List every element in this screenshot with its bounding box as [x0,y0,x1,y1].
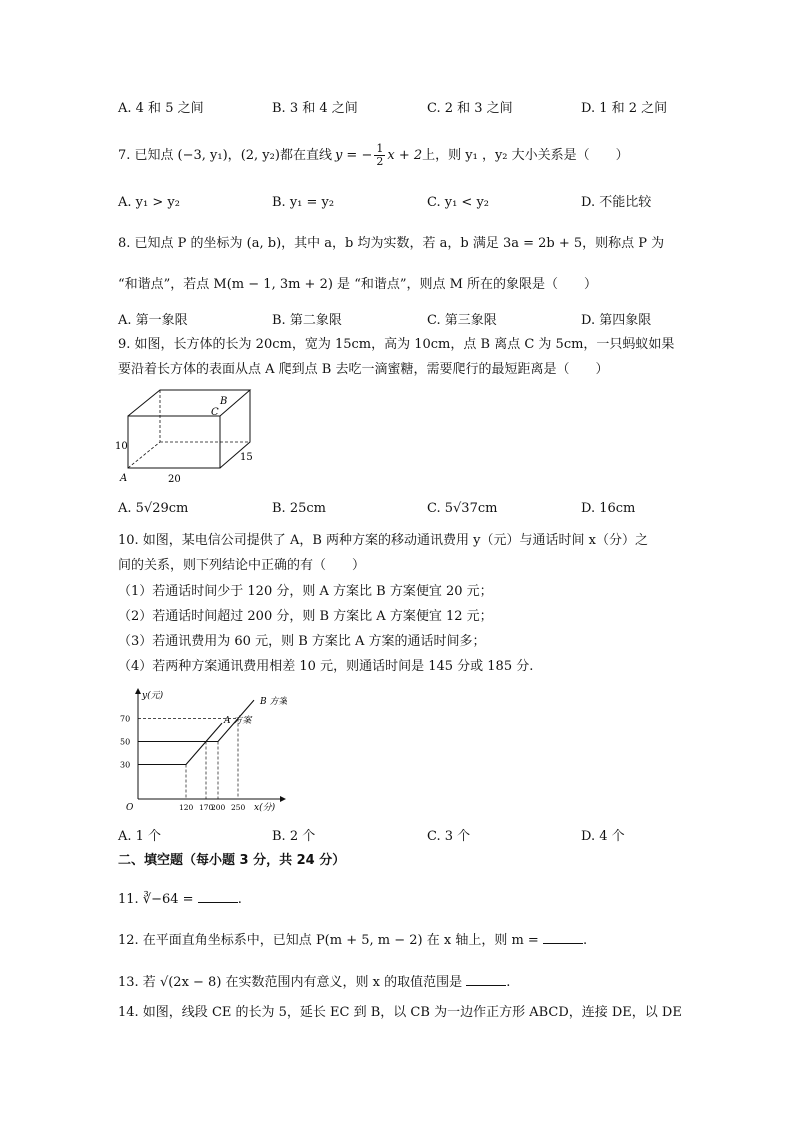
q7-suffix: 上，则 y₁ ，y₂ 大小关系是（ ） [422,147,629,163]
q7-option-c: C. y₁ < y₂ [427,195,490,210]
q8-line-2: “和谐点”，若点 M(m − 1, 3m + 2) 是 “和谐点”，则点 M 所在的象限是（ ） [118,277,598,292]
q10-option-d: D. 4 个 [581,829,625,844]
q13-end: . [506,975,511,990]
x-tick-label: 120 [179,803,194,812]
q10-item-4: （4）若两种方案通讯费用相差 10 元，则通话时间是 145 分或 185 分. [118,659,534,674]
series-label-a: A 方案 [224,716,252,727]
q10-option-b: B. 2 个 [272,829,316,844]
q12-end: . [582,933,588,948]
q9-option-a: A. 5√29cm [118,501,189,516]
cuboid-hidden-depth [128,442,160,468]
q11-answer-blank[interactable] [198,888,238,903]
y-axis-label: y(元) [142,691,164,701]
q7-equation-tail: x + 2 [387,147,423,163]
q7-option-b: B. y₁ = y₂ [272,195,335,210]
q7-prefix: 7. 已知点 [118,147,174,163]
q10-line-2: 间的关系，则下列结论中正确的有（ ） [118,558,366,573]
origin-label: O [126,803,134,813]
cuboid-dim-width: 15 [240,452,253,463]
q7-option-a: A. y₁ > y₂ [118,195,180,210]
q11-stem [118,888,242,909]
q13-answer-blank[interactable] [466,971,506,986]
q7-stem [118,143,629,168]
q7-frac-den: 2 [376,155,384,168]
q9-line-1: 9. 如图，长方体的长为 20cm，宽为 15cm，高为 10cm，点 B 离点 C 为 5cm，一只蚂蚁如果 [118,337,675,352]
y-tick-label: 50 [120,737,131,747]
series-line-b [138,700,254,741]
y-axis-arrow [135,688,141,694]
cuboid-label-b: B [220,396,228,407]
q7-point-2: (2, y₂) [240,147,280,163]
x-tick-label: 170 [199,803,214,812]
q9-cuboid-figure [112,384,272,489]
x-axis-arrow [280,796,286,802]
q13-text: 13. 若 √(2x − 8) 在实数范围内有意义，则 x 的取值范围是 [118,975,463,990]
q9-option-b: B. 25cm [272,501,326,516]
q9-option-c: C. 5√37cm [427,501,498,516]
cuboid-top-edge [128,390,250,416]
q8-option-d: D. 第四象限 [581,313,652,328]
x-tick-label: 250 [231,803,246,812]
q14-line-1: 14. 如图，线段 CE 的长为 5，延长 EC 到 B，以 CB 为一边作正方形 ABCD，连接 DE，以 DE [118,1005,682,1020]
cuboid-label-a: A [120,473,128,484]
q7-frac-num: 1 [376,142,384,155]
q8-option-c: C. 第三象限 [427,313,497,328]
q8-option-b: B. 第二象限 [272,313,342,328]
q9-option-d: D. 16cm [581,501,636,516]
q10-line-chart [112,686,287,814]
q10-item-3: （3）若通讯费用为 60 元，则 B 方案比 A 方案的通话时间多； [118,634,486,649]
q6-option-a: A. 4 和 5 之间 [118,101,204,116]
q7-option-d: D. 不能比较 [581,195,652,210]
q10-option-a: A. 1 个 [118,829,162,844]
cuboid-label-c: C [211,407,219,418]
q7-mid: 都在直线 [279,147,332,163]
q8-line-1: 8. 已知点 P 的坐标为 (a, b)，其中 a，b 均为实数，若 a，b 满足 3a = 2b + 5，则称点 P 为 [118,236,665,251]
q8-option-a: A. 第一象限 [118,313,188,328]
q12-stem [118,929,587,950]
x-axis-label: x(分) [254,803,276,813]
q10-item-1: （1）若通话时间少于 120 分，则 A 方案比 B 方案便宜 20 元； [118,584,493,599]
y-tick-label: 70 [120,714,131,724]
cuboid-dim-height: 10 [115,441,128,452]
q12-answer-blank[interactable] [543,929,583,944]
q7-equation: y = − [334,147,373,163]
q10-option-c: C. 3 个 [427,829,471,844]
series-line-a [138,723,222,764]
q10-item-2: （2）若通话时间超过 200 分，则 B 方案比 A 方案便宜 12 元； [118,609,493,624]
q9-line-2: 要沿着长方体的表面从点 A 爬到点 B 去吃一滴蜜糖，需要爬行的最短距离是（ ） [118,362,609,377]
q6-option-d: D. 1 和 2 之间 [581,101,668,116]
q6-option-c: C. 2 和 3 之间 [427,101,513,116]
q6-option-b: B. 3 和 4 之间 [272,101,358,116]
q11-text: 11. ∛−64 = [118,892,194,907]
q11-end: . [237,892,242,907]
series-label-b: B 方案 [260,697,287,708]
x-tick-label: 200 [211,803,226,812]
q12-text: 12. 在平面直角坐标系中，已知点 P(m + 5, m − 2) 在 x 轴上，则 m = [118,933,539,948]
cuboid-dim-length: 20 [168,474,181,485]
q13-stem [118,971,510,992]
section-2-heading: 二、填空题（每小题 3 分，共 24 分） [118,853,346,868]
q7-point-1: (−3, y₁)， [177,147,241,163]
q7-fraction [374,143,385,168]
y-tick-label: 30 [120,760,131,770]
q10-line-1: 10. 如图，某电信公司提供了 A，B 两种方案的移动通讯费用 y（元）与通话时间 x（分）之 [118,533,648,548]
